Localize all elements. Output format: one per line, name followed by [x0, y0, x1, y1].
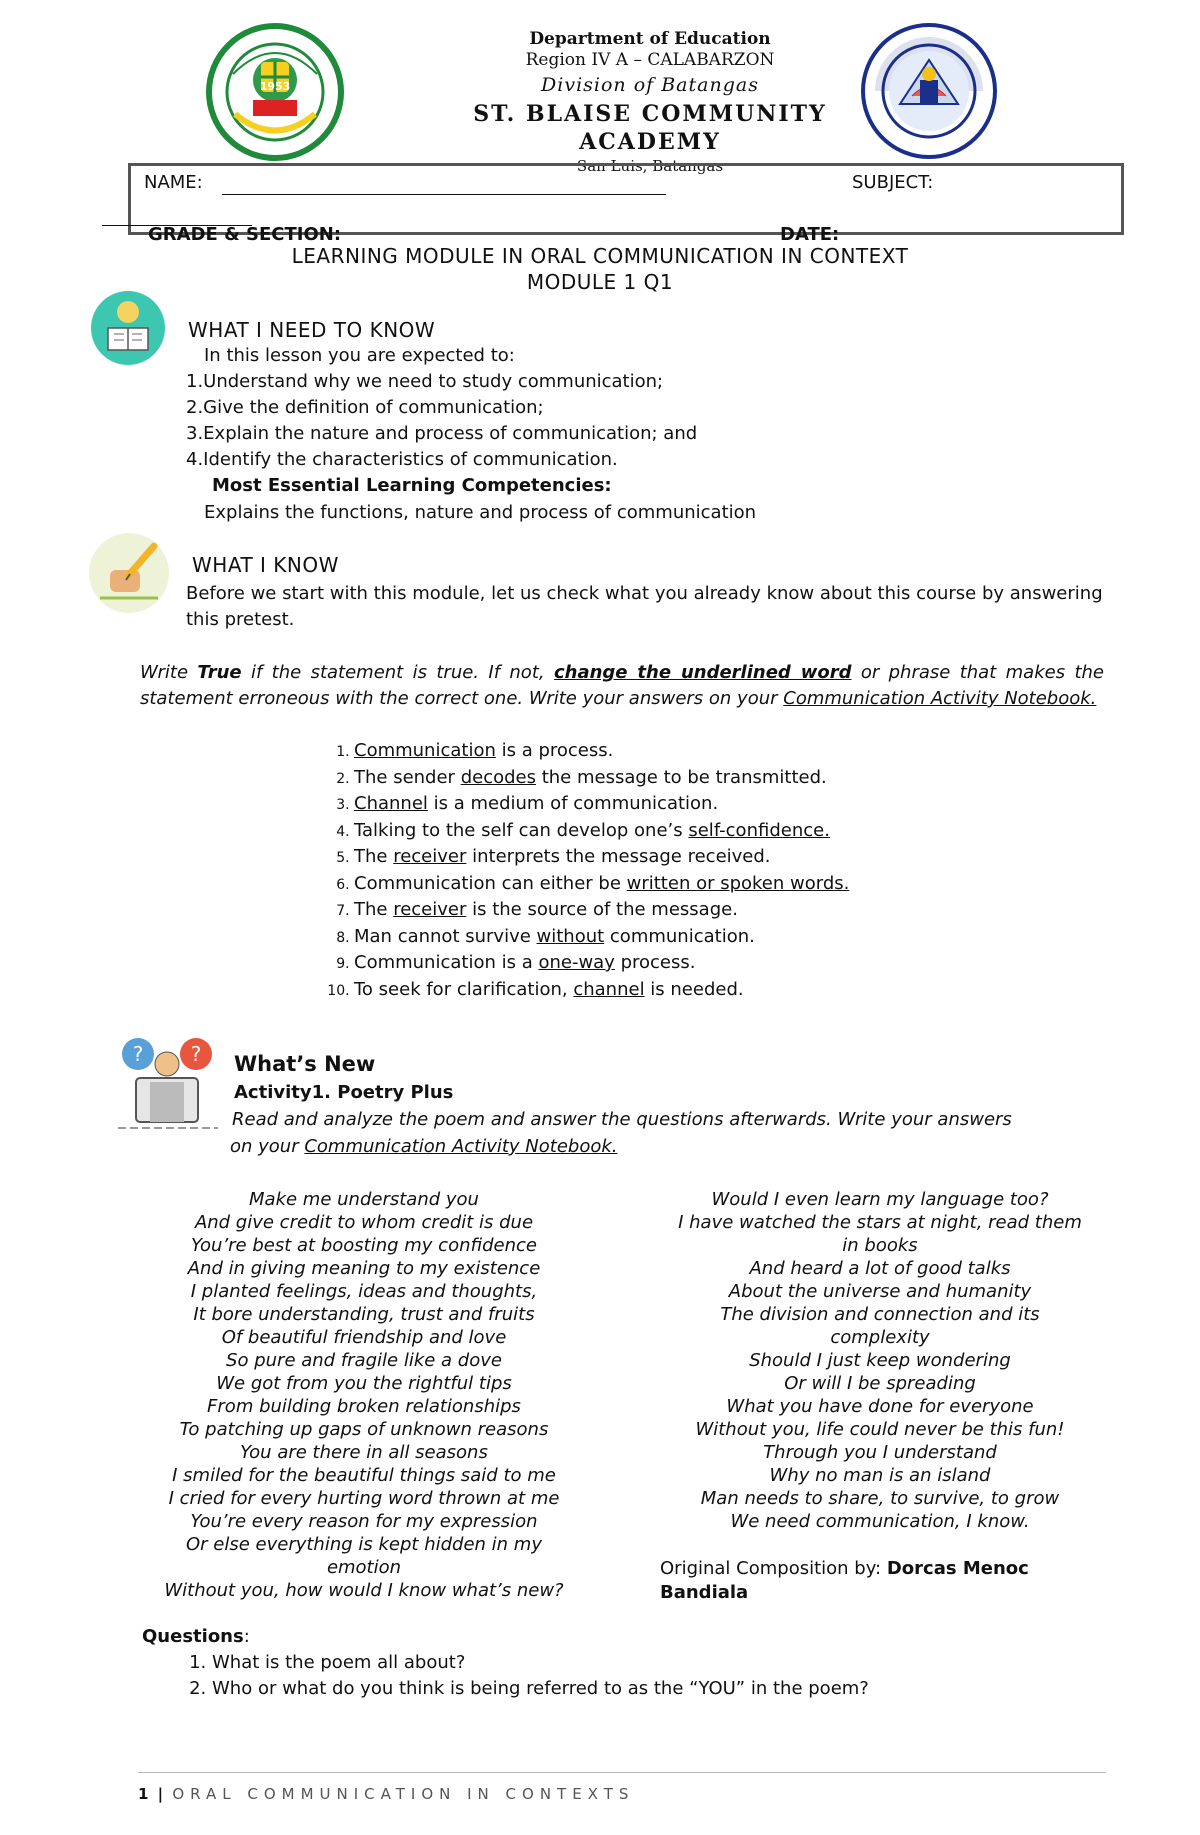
poem-line: complexity: [830, 1327, 930, 1348]
module-subtitle: MODULE 1 Q1: [526, 270, 674, 294]
poem-line: From building broken relationships: [207, 1396, 521, 1417]
pretest-item: 5. The receiver interprets the message received.: [354, 844, 849, 871]
school-location: San Luis, Batangas: [576, 157, 724, 175]
poem-line: And heard a lot of good talks: [749, 1258, 1011, 1279]
what-i-know-text: Before we start with this module, let us check what you already know about this course by answering this pretest.: [186, 583, 1103, 630]
school-seal-year: 1953: [259, 80, 291, 93]
poem-line: I smiled for the beautiful things said to me: [172, 1465, 556, 1486]
division-line: Division of Batangas: [541, 74, 759, 96]
clipped-field-row: [130, 224, 1030, 245]
whats-new-heading: What’s New: [234, 1052, 376, 1076]
questions-heading: [142, 1624, 250, 1650]
credit-author-2: Bandiala: [660, 1582, 749, 1603]
pretest-item: 7. The receiver is the source of the message.: [354, 897, 849, 924]
question-item: 2. Who or what do you think is being referred to as the “YOU” in the poem?: [212, 1676, 869, 1702]
poem-line: You’re best at boosting my confidence: [191, 1235, 537, 1256]
need-to-know-heading: WHAT I NEED TO KNOW: [188, 318, 436, 342]
poem-line: Or else everything is kept hidden in my: [185, 1534, 542, 1555]
name-label: NAME:: [144, 172, 203, 193]
poem-line: The division and connection and its: [720, 1304, 1040, 1325]
school-name: ST. BLAISE COMMUNITY ACADEMY: [473, 101, 827, 155]
activity-title: Activity1. Poetry Plus: [234, 1082, 454, 1103]
page-footer: [138, 1785, 634, 1803]
pretest-item: 8. Man cannot survive without communication.: [354, 924, 849, 951]
poem-line: Should I just keep wondering: [749, 1350, 1011, 1371]
activity-instructions-2: [230, 1134, 618, 1160]
pretest-item: 1. Communication is a process.: [354, 738, 849, 765]
poem-line: You are there in all seasons: [240, 1442, 488, 1463]
deped-seal-logo: [860, 22, 998, 160]
poem-left-column: [136, 1188, 592, 1602]
poem-right-column: [652, 1188, 1108, 1533]
instr-text: on your: [230, 1136, 305, 1157]
pretest-instructions: [140, 660, 1104, 712]
poem-line: I have watched the stars at night, read them: [678, 1212, 1082, 1233]
pretest-item: 9. Communication is a one-way process.: [354, 950, 849, 977]
poem-line: It bore understanding, trust and fruits: [193, 1304, 535, 1325]
instr-notebook: Communication Activity Notebook.: [304, 1136, 618, 1157]
subject-label: SUBJECT:: [852, 172, 934, 193]
reading-student-icon: [90, 290, 166, 366]
poem-line: We got from you the rightful tips: [216, 1373, 512, 1394]
footer-divider: [138, 1772, 1106, 1773]
need-to-know-intro: In this lesson you are expected to:: [204, 345, 515, 366]
poem-line: emotion: [326, 1557, 402, 1578]
module-title: LEARNING MODULE IN ORAL COMMUNICATION IN CONTEXT: [291, 244, 909, 268]
poem-line: We need communication, I know.: [730, 1511, 1030, 1532]
poem-line: in books: [842, 1235, 918, 1256]
poem-line: And in giving meaning to my existence: [187, 1258, 541, 1279]
pretest-item: 2. The sender decodes the message to be transmitted.: [354, 765, 849, 792]
poem-line: Or will I be spreading: [784, 1373, 976, 1394]
melc-heading: Most Essential Learning Competencies:: [212, 475, 612, 496]
footer-text: ORAL COMMUNICATION IN CONTEXTS: [172, 1785, 635, 1803]
writing-hand-icon: [88, 532, 170, 614]
poem-line: Without you, life could never be this fun!: [695, 1419, 1065, 1440]
pretest-list: [310, 738, 849, 1003]
poem-line: Why no man is an island: [769, 1465, 991, 1486]
name-field-line[interactable]: [222, 194, 666, 195]
question-person-icon: [114, 1032, 224, 1132]
instr-notebook: Communication Activity Notebook.: [783, 688, 1097, 709]
page-number: 1: [138, 1785, 151, 1803]
pretest-item: 4. Talking to the self can develop one’s self-confidence.: [354, 818, 849, 845]
school-header: [430, 28, 870, 176]
instr-true-word: True: [197, 662, 242, 683]
instr-change-phrase: change the underlined word: [553, 662, 852, 683]
deped-line: Department of Education: [529, 29, 771, 49]
poem-line: So pure and fragile like a dove: [226, 1350, 502, 1371]
pretest-item: 10. To seek for clarification, channel is needed.: [354, 977, 849, 1004]
what-i-know-heading: WHAT I KNOW: [192, 553, 339, 577]
poem-line: I planted feelings, ideas and thoughts,: [190, 1281, 538, 1302]
poem-line: You’re every reason for my expression: [190, 1511, 538, 1532]
poem-line: Without you, how would I know what’s new?: [164, 1580, 564, 1601]
objective-item: 1.Understand why we need to study communication;: [186, 371, 664, 392]
instr-text: or phrase that makes the statement erroneous with the correct one. Write your answers on your: [140, 662, 1104, 709]
poem-line: To patching up gaps of unknown reasons: [179, 1419, 549, 1440]
svg-text:?: ?: [190, 1042, 202, 1066]
credit-label: Original Composition by:: [660, 1558, 887, 1579]
svg-text:?: ?: [132, 1042, 144, 1066]
melc-text: Explains the functions, nature and process of communication: [204, 502, 757, 523]
poem-line: About the universe and humanity: [728, 1281, 1032, 1302]
questions-label: Questions: [142, 1626, 244, 1647]
instr-text: Write: [140, 662, 198, 683]
pretest-item: 6. Communication can either be written or spoken words.: [354, 871, 849, 898]
question-item: 1. What is the poem all about?: [212, 1650, 869, 1676]
poem-line: Would I even learn my language too?: [711, 1189, 1049, 1210]
instr-text: if the statement is true. If not,: [241, 662, 554, 683]
questions-list: [150, 1650, 869, 1702]
date-label: DATE:: [780, 224, 840, 245]
poem-line: I cried for every hurting word thrown at me: [168, 1488, 560, 1509]
region-line: Region IV A – CALABARZON: [525, 50, 775, 70]
objective-item: 2.Give the definition of communication;: [186, 397, 544, 418]
objective-item: 4.Identify the characteristics of communication.: [186, 449, 618, 470]
poem-line: What you have done for everyone: [726, 1396, 1034, 1417]
grade-section-label: GRADE & SECTION:: [148, 224, 342, 245]
footer-separator: |: [150, 1785, 173, 1803]
poem-line: Man needs to share, to survive, to grow: [700, 1488, 1060, 1509]
activity-instructions-1: Read and analyze the poem and answer the questions afterwards. Write your answers: [232, 1109, 1012, 1130]
poem-credit: [660, 1557, 1100, 1605]
credit-author: Dorcas Menoc: [886, 1558, 1029, 1579]
objective-item: 3.Explain the nature and process of communication; and: [186, 423, 698, 444]
poem-line: Through you I understand: [763, 1442, 997, 1463]
poem-line: And give credit to whom credit is due: [194, 1212, 534, 1233]
pretest-item: 3. Channel is a medium of communication.: [354, 791, 849, 818]
poem-line: Make me understand you: [249, 1189, 479, 1210]
poem-line: Of beautiful friendship and love: [221, 1327, 507, 1348]
questions-colon: :: [243, 1626, 250, 1647]
